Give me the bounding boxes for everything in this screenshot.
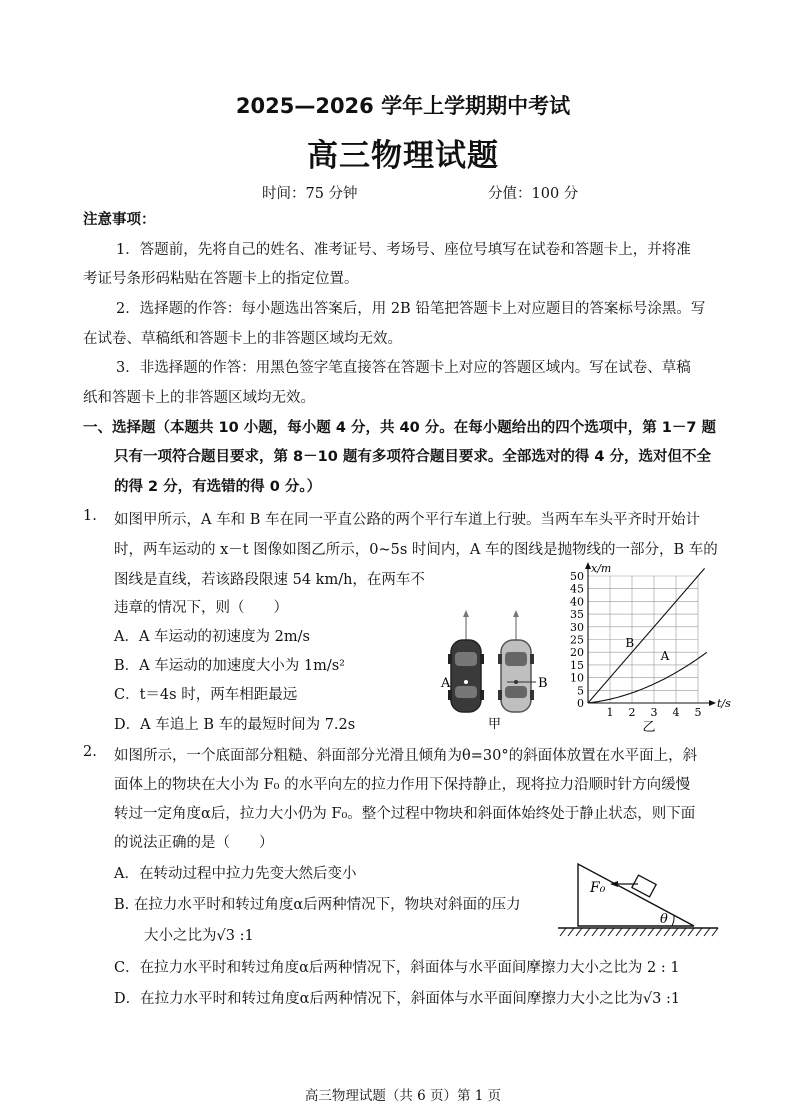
page-footer: 高三物理试题（共 6 页）第 1 页 bbox=[304, 1088, 502, 1104]
notice-line: 3．非选择题的作答：用黑色签字笔直接答在答题卡上对应的答题区域内。写在试卷、草稿 bbox=[116, 360, 691, 376]
y-tick-label: 10 bbox=[570, 671, 584, 685]
y-tick-label: 0 bbox=[577, 697, 584, 710]
option-a: A．A 车运动的初速度为 2m/s bbox=[114, 629, 310, 645]
y-tick-label: 45 bbox=[570, 582, 584, 596]
question-text: 如图所示，一个底面部分粗糙、斜面部分光滑且倾角为θ=30°的斜面体放置在水平面上，斜 bbox=[114, 748, 698, 764]
exam-time: 时间：75 分钟 bbox=[262, 186, 358, 202]
y-tick-label: 35 bbox=[570, 608, 584, 622]
notice-line: 1．答题前，先将自己的姓名、准考证号、考场号、座位号填写在试卷和答题卡上，并将准 bbox=[116, 242, 691, 258]
arrow-a-head bbox=[463, 610, 469, 617]
figure-caption-jia: 甲 bbox=[488, 717, 502, 732]
force-label: F₀ bbox=[590, 880, 606, 896]
question-text: 面体上的物块在大小为 F₀ 的水平向左的拉力作用下保持静止，现将拉力沿顺时针方向缓慢 bbox=[114, 777, 691, 793]
y-tick-label: 20 bbox=[570, 646, 584, 660]
car-b-label: B bbox=[538, 676, 548, 691]
section-instruction: 的得 2 分，有选错的得 0 分。） bbox=[114, 479, 322, 495]
x-axis-arrow bbox=[709, 700, 716, 706]
option-b: B. 在拉力水平时和转过角度α后两种情况下，物块对斜面的压力 bbox=[114, 897, 521, 913]
car-b bbox=[498, 640, 536, 712]
notice-heading: 注意事项： bbox=[83, 212, 156, 228]
notice-line: 纸和答题卡上的非答题区域均无效。 bbox=[83, 390, 315, 406]
angle-label: θ bbox=[660, 912, 668, 927]
option-b-cont: 大小之比为√3 :1 bbox=[144, 928, 254, 944]
y-tick-label: 15 bbox=[570, 658, 584, 672]
question-text: 违章的情况下，则（ ） bbox=[114, 600, 288, 616]
option-d: D．A 车追上 B 车的最短时间为 7.2s bbox=[114, 717, 356, 733]
notice-line: 在试卷、草稿纸和答题卡上的非答题区域均无效。 bbox=[83, 331, 402, 347]
subject-title: 高三物理试题 bbox=[307, 138, 499, 174]
car-a-label: A bbox=[441, 676, 451, 691]
y-tick-label: 5 bbox=[577, 684, 584, 698]
option-a: A．在转动过程中拉力先变大然后变小 bbox=[114, 866, 357, 882]
y-tick-label: 40 bbox=[570, 595, 584, 609]
series-label-a: A bbox=[660, 648, 670, 663]
section-instruction: 只有一项符合题目要求，第 8－10 题有多项符合题目要求。全部选对的得 4 分，选对但不全 bbox=[114, 449, 712, 465]
option-c: C．在拉力水平时和转过角度α后两种情况下，斜面体与水平面间摩擦力大小之比为 2 : 1 bbox=[114, 960, 680, 976]
option-c: C．t＝4s 时，两车相距最远 bbox=[114, 687, 298, 703]
question-number: 1. bbox=[83, 508, 97, 524]
x-tick-label: 5 bbox=[694, 706, 702, 719]
section-instruction: 一、选择题（本题共 10 小题，每小题 4 分，共 40 分。在每小题给出的四个选项中，第 1－7 题 bbox=[83, 420, 717, 436]
figure-jia bbox=[438, 608, 558, 730]
y-tick-label: 30 bbox=[570, 620, 584, 634]
y-tick-label: 25 bbox=[570, 633, 584, 647]
incline-figure bbox=[556, 856, 724, 942]
y-tick-label: 50 bbox=[570, 570, 584, 583]
x-tick-label: 1 bbox=[606, 706, 614, 719]
notice-line: 2．选择题的作答：每小题选出答案后，用 2B 铅笔把答题卡上对应题目的答案标号涂黑。写 bbox=[116, 301, 706, 317]
y-axis-label: x/m bbox=[591, 562, 612, 575]
question-text: 图线是直线，若该路段限速 54 km/h，在两车不 bbox=[114, 572, 425, 588]
exam-title: 2025—2026 学年上学期期中考试 bbox=[235, 94, 571, 118]
option-d: D．在拉力水平时和转过角度α后两种情况下，斜面体与水平面间摩擦力大小之比为√3 :1 bbox=[114, 991, 681, 1007]
arrow-b-head bbox=[513, 610, 519, 617]
ground-hatch bbox=[560, 928, 718, 936]
x-axis-label: t/s bbox=[717, 697, 731, 710]
question-text: 时，两车运动的 x－t 图像如图乙所示，0~5s 时间内，A 车的图线是抛物线的一部分，B 车的 bbox=[114, 542, 718, 558]
series-label-b: B bbox=[625, 636, 635, 651]
x-tick-label: 3 bbox=[650, 706, 658, 719]
block bbox=[632, 875, 656, 897]
x-tick-label: 4 bbox=[672, 706, 680, 719]
question-text: 转过一定角度α后，拉力大小仍为 F₀。整个过程中物块和斜面体始终处于静止状态，则下面 bbox=[114, 806, 696, 822]
question-text: 的说法正确的是（ ） bbox=[114, 835, 274, 851]
notice-line: 考证号条形码粘贴在答题卡上的指定位置。 bbox=[83, 271, 359, 287]
figure-yi-chart bbox=[560, 560, 731, 735]
figure-caption-yi: 乙 bbox=[642, 720, 656, 735]
question-number: 2. bbox=[83, 744, 97, 760]
car-a bbox=[448, 640, 484, 712]
question-text: 如图甲所示，A 车和 B 车在同一平直公路的两个平行车道上行驶。当两车车头平齐时开始计 bbox=[114, 512, 700, 528]
option-b: B．A 车运动的加速度大小为 1m/s² bbox=[114, 658, 345, 674]
x-tick-label: 2 bbox=[628, 706, 636, 719]
exam-score: 分值：100 分 bbox=[488, 186, 579, 202]
